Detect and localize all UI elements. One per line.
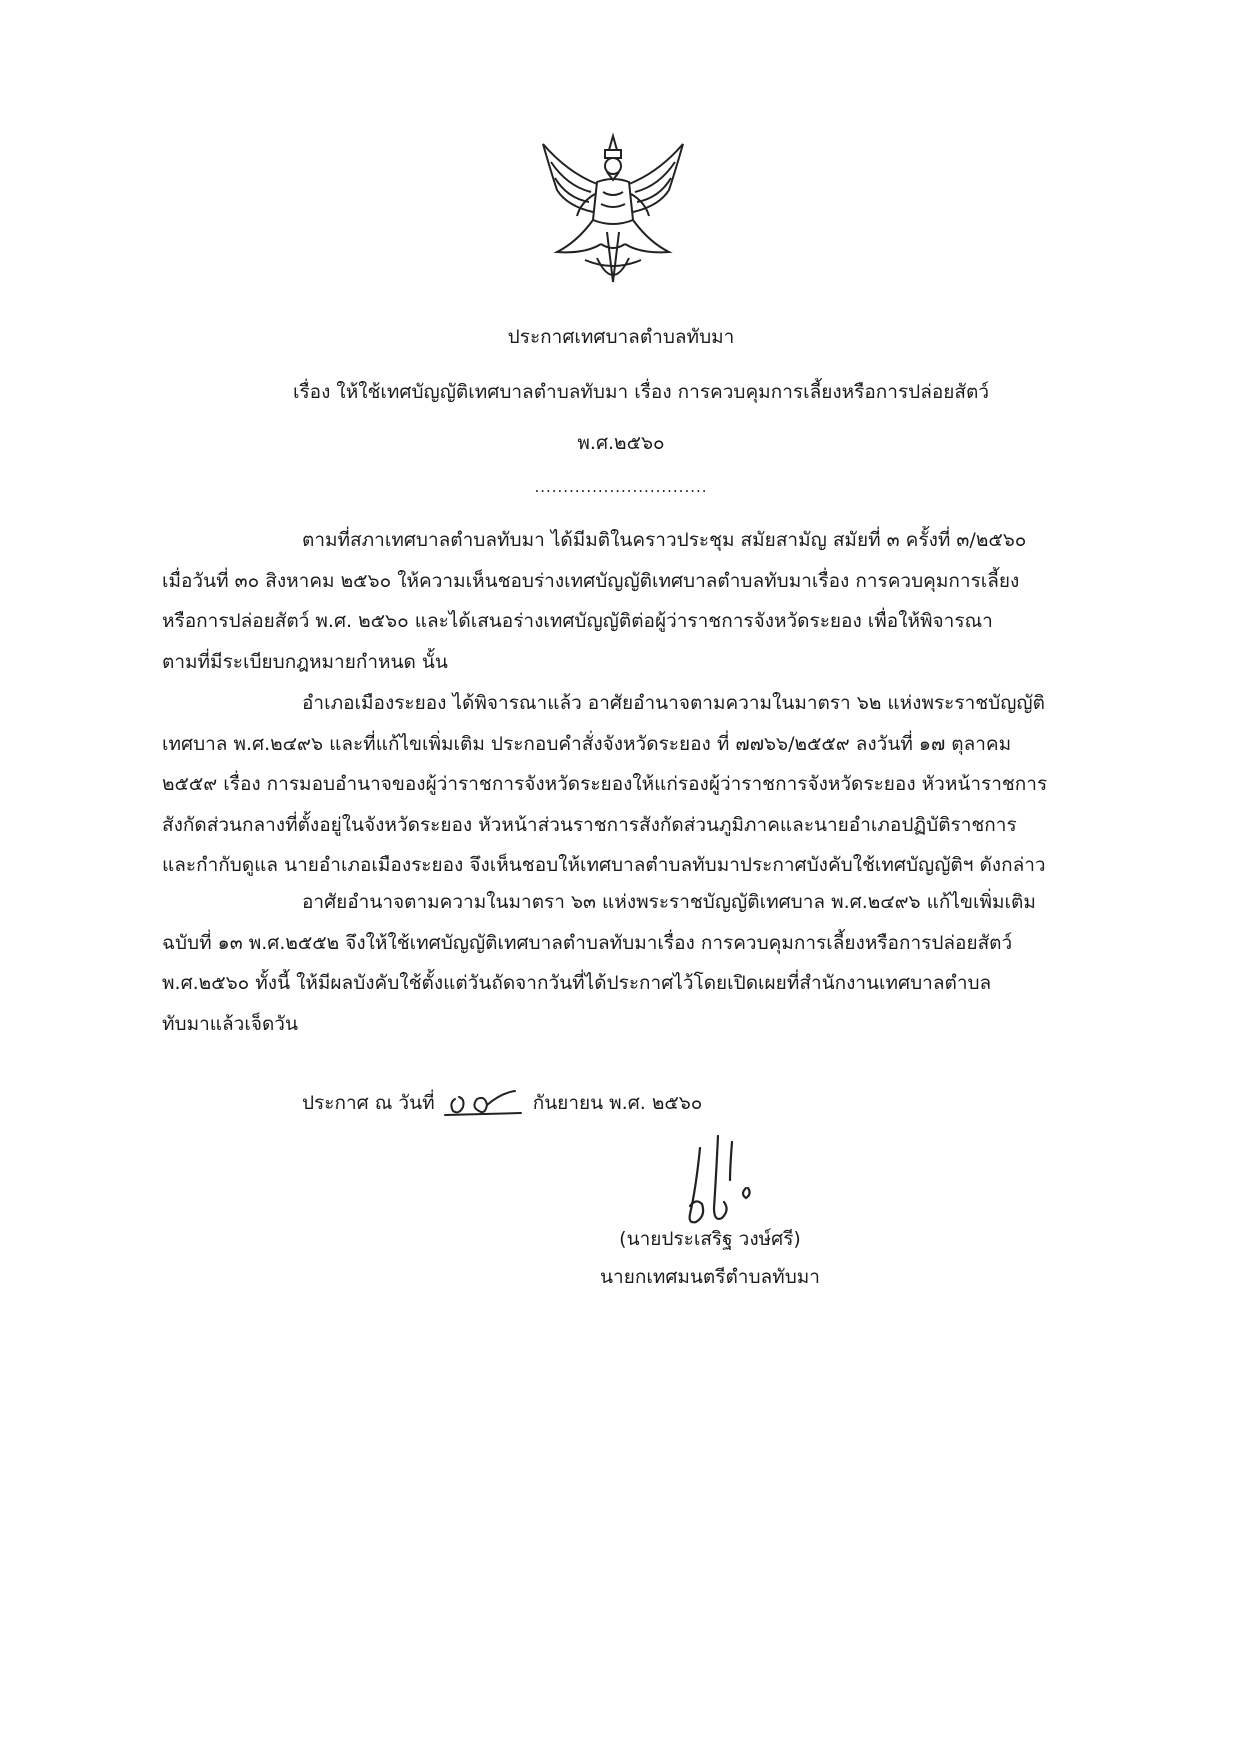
paragraph-line: เทศบาล พ.ศ.๒๔๙๖ และที่แก้ไขเพิ่มเติม ประกอบคำสั่งจังหวัดระยอง ที่ ๗๗๖๖/๒๕๕๙ ลงวันที่ ๑๗ ตุลาคม [162,732,1012,755]
handwritten-day-icon [441,1089,527,1119]
garuda-emblem-icon [537,132,689,294]
document-subject: เรื่อง ให้ใช้เทศบัญญัติเทศบาลตำบลทับมา เรื่อง การควบคุมการเลี้ยงหรือการปล่อยสัตว์ [292,381,989,403]
signatory-block [560,1220,860,1296]
paragraph-1 [162,520,1100,682]
paragraph-2 [162,683,1100,886]
signatory-position: นายกเทศมนตรีตำบลทับมา [600,1266,820,1288]
announcement-suffix: กันยายน พ.ศ. ๒๕๖๐ [532,1092,703,1114]
paragraph-line: ๒๕๕๙ เรื่อง การมอบอำนาจของผู้ว่าราชการจังหวัดระยองให้แก่รองผู้ว่าราชการจังหวัดระยอง หัวหน้าราชการ [162,773,1048,795]
paragraph-line: ฉบับที่ ๑๓ พ.ศ.๒๕๕๒ จึงให้ใช้เทศบัญญัติเทศบาลตำบลทับมาเรื่อง การควบคุมการเลี้ยงหรือการปล่อยสัตว์ [162,931,1013,954]
announcement-prefix: ประกาศ ณ วันที่ [302,1092,435,1114]
paragraph-line: อาศัยอำนาจตามความในมาตรา ๖๓ แห่งพระราชบัญญัติเทศบาล พ.ศ.๒๔๙๖ แก้ไขเพิ่มเติม [302,891,1036,913]
document-year: พ.ศ.๒๕๖๐ [577,432,665,454]
paragraph-line: และกำกับดูแล นายอำเภอเมืองระยอง จึงเห็นชอบให้เทศบาลตำบลทับมาประกาศบังคับใช้เทศบัญญัติฯ ดังกล่าว [162,854,1046,876]
paragraph-line: ตามที่สภาเทศบาลตำบลทับมา ได้มีมติในคราวประชุม สมัยสามัญ สมัยที่ ๓ ครั้งที่ ๓/๒๕๖๐ [302,529,1027,551]
paragraph-3 [162,882,1100,1044]
announcement-date [302,1088,702,1119]
document-title: ประกาศเทศบาลตำบลทับมา [507,326,735,348]
paragraph-line: อำเภอเมืองระยอง ได้พิจารณาแล้ว อาศัยอำนาจตามความในมาตรา ๖๒ แห่งพระราชบัญญัติ [302,692,1045,714]
paragraph-line: สังกัดส่วนกลางที่ตั้งอยู่ในจังหวัดระยอง หัวหน้าส่วนราชการสังกัดส่วนภูมิภาคและนายอำเภอปฏิบัติราชการ [162,813,1017,836]
paragraph-line: หรือการปล่อยสัตว์ พ.ศ. ๒๕๖๐ และได้เสนอร่างเทศบัญญัติต่อผู้ว่าราชการจังหวัดระยอง เพื่อให้พิจารณา [162,610,993,632]
signatory-name: (นายประเสริฐ วงษ์ศรี) [619,1228,801,1250]
dotted-separator: .............................. [534,478,708,496]
paragraph-line: ตามที่มีระเบียบกฎหมายกำหนด นั้น [162,650,448,673]
paragraph-line: พ.ศ.๒๕๖๐ ทั้งนี้ ให้มีผลบังคับใช้ตั้งแต่วันถัดจากวันที่ได้ประกาศไว้โดยเปิดเผยที่สำนักงานเทศบาลตำบล [162,972,992,994]
paragraph-line: ทับมาแล้วเจ็ดวัน [162,1012,298,1035]
paragraph-line: เมื่อวันที่ ๓๐ สิงหาคม ๒๕๖๐ ให้ความเห็นชอบร่างเทศบัญญัติเทศบาลตำบลทับมาเรื่อง การควบคุมการเลี้ยง [162,569,1020,592]
